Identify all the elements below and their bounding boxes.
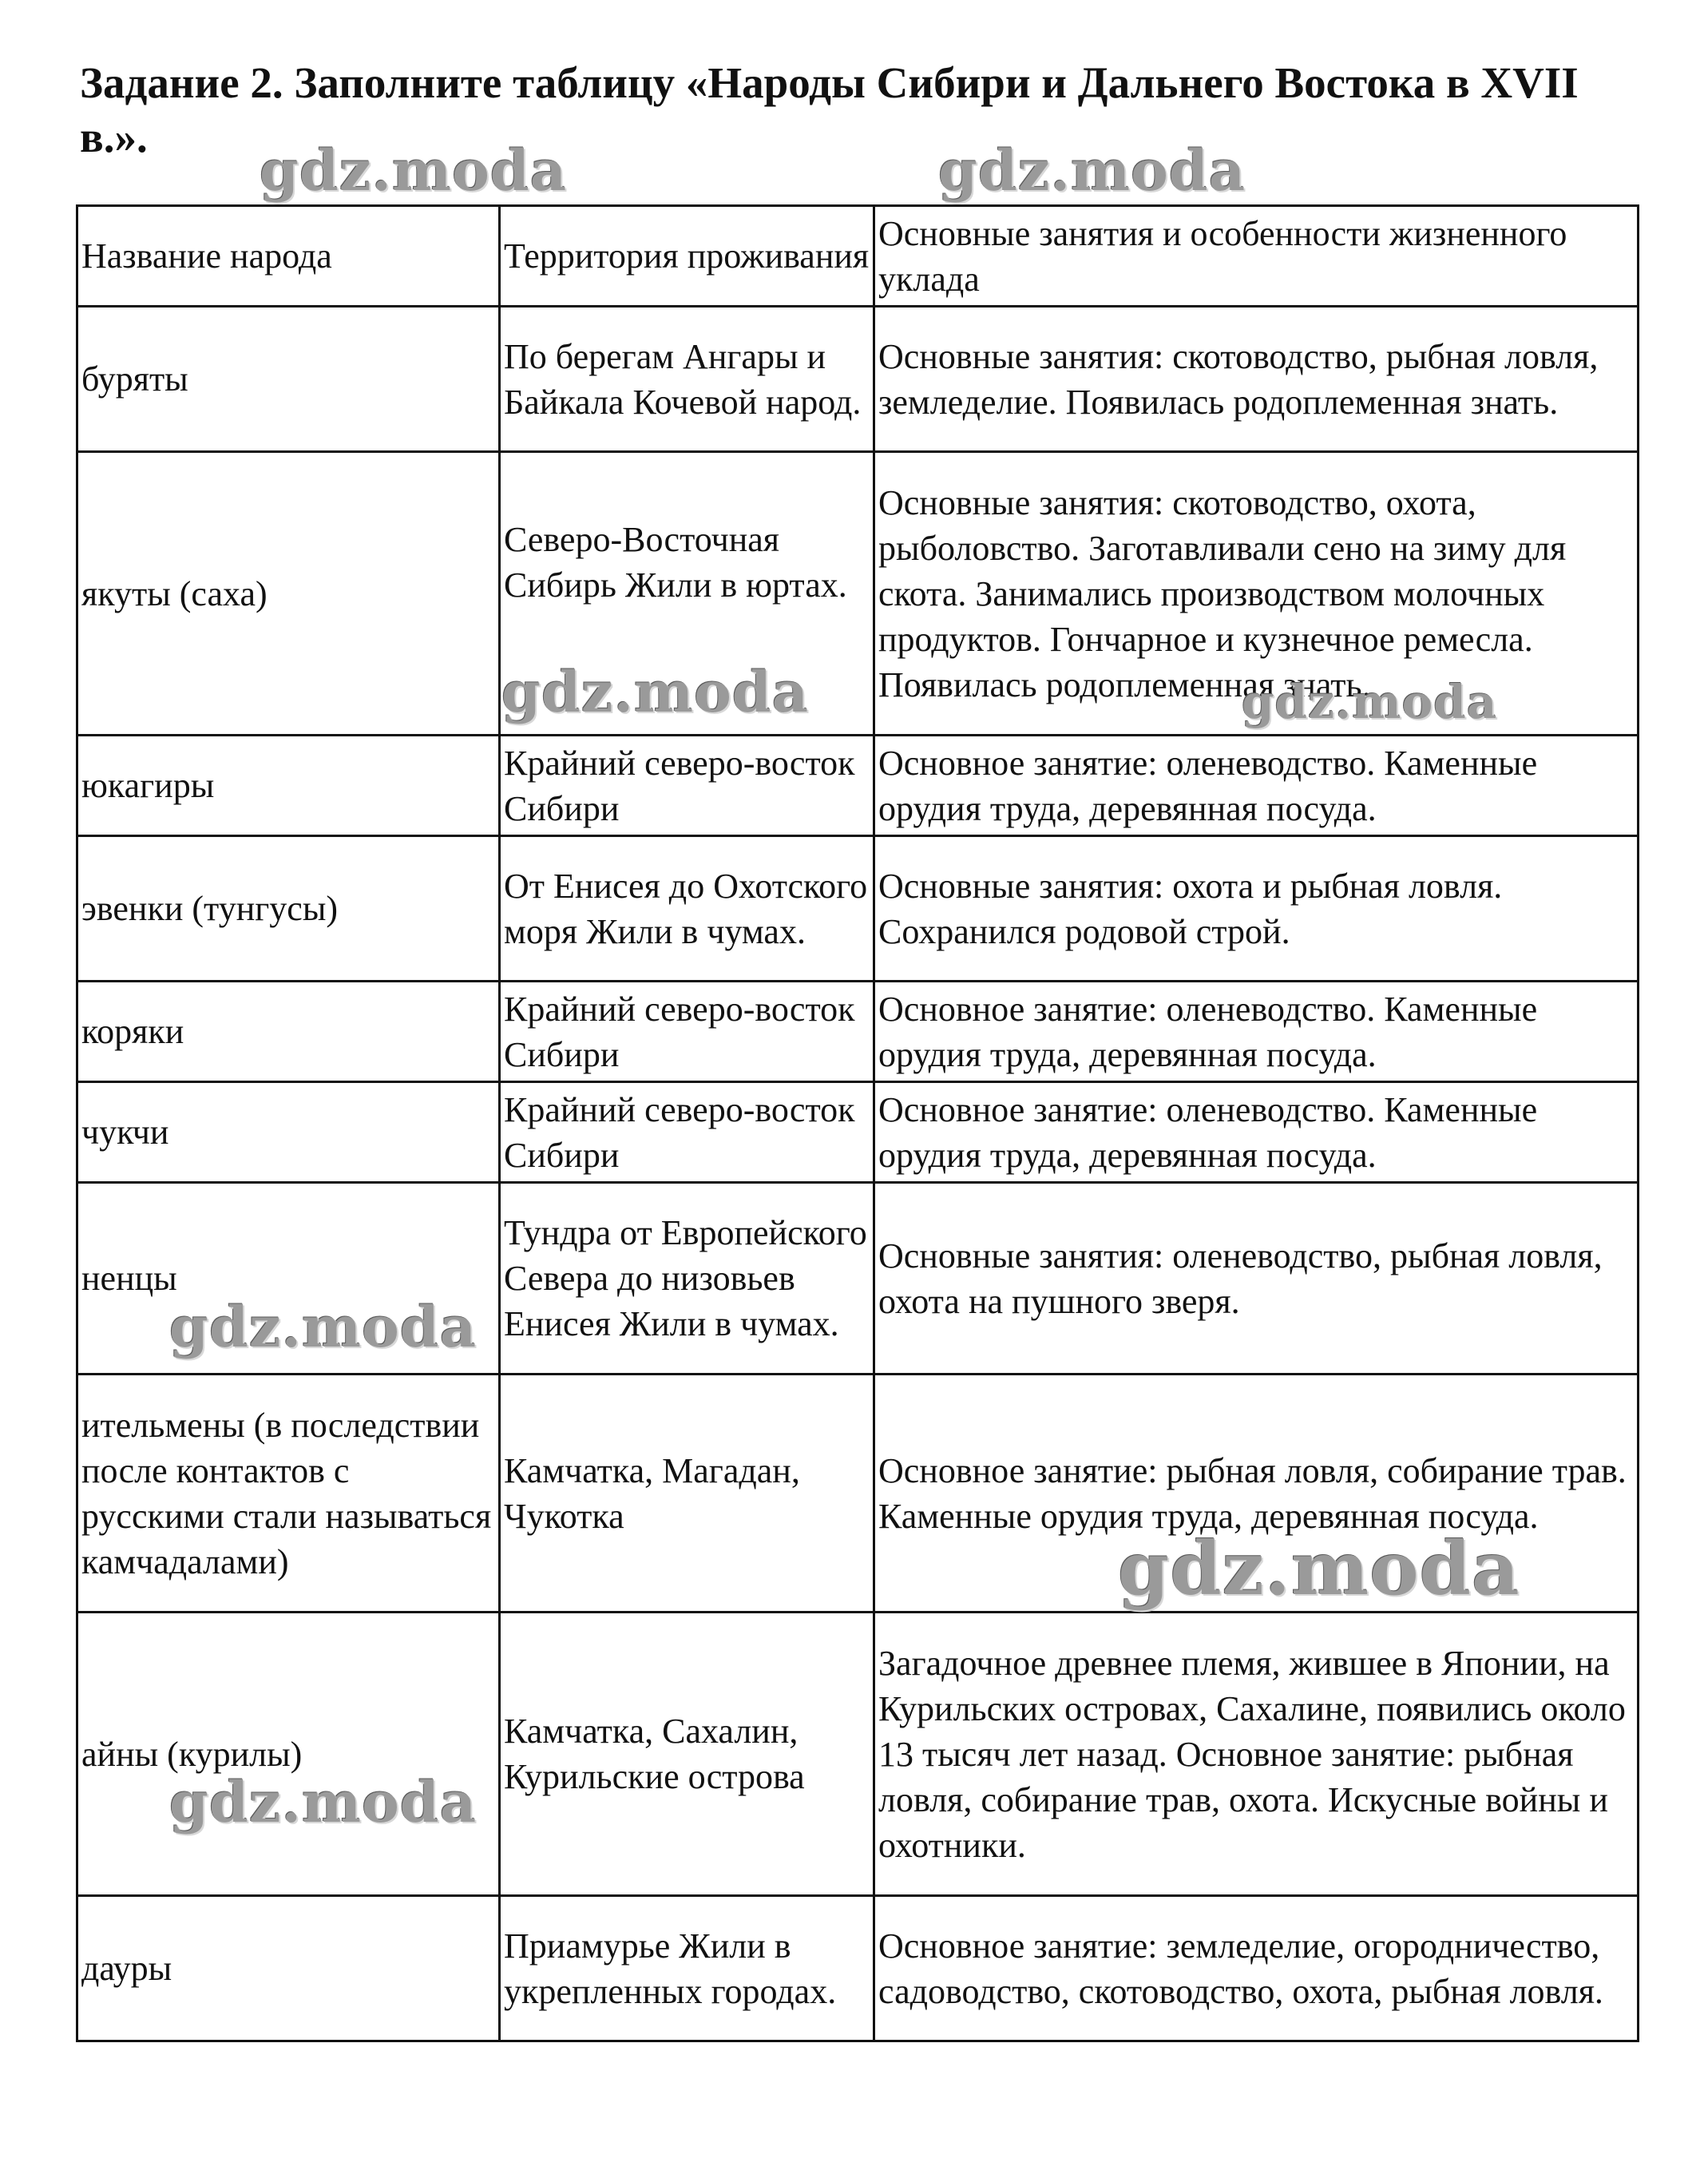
table-row (77, 1082, 1639, 1183)
watermark: gdz.moda (1242, 675, 1498, 729)
peoples-table (76, 204, 1639, 2042)
cell-people: дауры (77, 1896, 500, 2041)
cell-territory: Северо-Восточная Сибирь Жили в юртах. (500, 452, 874, 736)
cell-territory: Камчатка, Сахалин, Курильские острова (500, 1613, 874, 1896)
cell-occupation: Основное занятие: земледелие, огородничество, садоводство, скотоводство, охота, рыбная ловля. (874, 1896, 1639, 2041)
table-row (77, 452, 1639, 736)
cell-territory: Крайний северо-восток Сибири (500, 1082, 874, 1183)
watermark: gdz.moda (1118, 1525, 1520, 1612)
header-occupation: Основные занятия и особенности жизненного уклада (874, 206, 1639, 307)
cell-territory: Крайний северо-восток Сибири (500, 982, 874, 1082)
cell-territory: Приамурье Жили в укрепленных городах. (500, 1896, 874, 2041)
cell-occupation: Загадочное древнее племя, жившее в Японии, на Курильских островах, Сахалине, появились около 13 тысяч лет назад. Основное занятие: рыбная ловля, собирание трав, охота. Искусные войны и охотники. (874, 1613, 1639, 1896)
task-title: Задание 2. Заполните таблицу «Народы Сибири и Дальнего Востока в XVII в.». (80, 58, 1579, 161)
table-row (77, 982, 1639, 1082)
cell-people: буряты (77, 307, 500, 452)
cell-territory: От Енисея до Охотского моря Жили в чумах. (500, 836, 874, 982)
cell-territory: По берегам Ангары и Байкала Кочевой народ. (500, 307, 874, 452)
cell-people: ительмены (в последствии после контактов с русскими стали называться камчадалами) (77, 1375, 500, 1613)
cell-territory: Камчатка, Магадан, Чукотка (500, 1375, 874, 1613)
cell-occupation: Основное занятие: оленеводство. Каменные орудия труда, деревянная посуда. (874, 982, 1639, 1082)
watermark: gdz.moda (169, 1294, 478, 1360)
cell-territory: Крайний северо-восток Сибири (500, 736, 874, 836)
cell-occupation: Основные занятия: скотоводство, рыбная ловля, земледелие. Появилась родоплеменная знать. (874, 307, 1639, 452)
cell-occupation: Основное занятие: рыбная ловля, собирание трав. Каменные орудия труда, деревянная посуда. (874, 1375, 1639, 1613)
cell-people: юкагиры (77, 736, 500, 836)
table-row (77, 836, 1639, 982)
cell-people: коряки (77, 982, 500, 1082)
cell-people: айны (курилы) (77, 1613, 500, 1896)
cell-occupation: Основное занятие: оленеводство. Каменные орудия труда, деревянная посуда. (874, 1082, 1639, 1183)
table-row (77, 736, 1639, 836)
watermark: gdz.moda (501, 659, 810, 725)
table-row (77, 1896, 1639, 2041)
cell-people: чукчи (77, 1082, 500, 1183)
cell-occupation: Основные занятия: охота и рыбная ловля. Сохранился родовой строй. (874, 836, 1639, 982)
cell-occupation: Основные занятия: скотоводство, охота, рыболовство. Заготавливали сено на зиму для скота. Занимались производством молочных продуктов. Гончарное и кузнечное ремесла. Появилась родоплеменная знать. (874, 452, 1639, 736)
cell-people: ненцы (77, 1183, 500, 1375)
header-territory: Территория проживания (500, 206, 874, 307)
cell-territory: Тундра от Европейского Севера до низовьев Енисея Жили в чумах. (500, 1183, 874, 1375)
cell-occupation: Основные занятия: оленеводство, рыбная ловля, охота на пушного зверя. (874, 1183, 1639, 1375)
cell-people: якуты (саха) (77, 452, 500, 736)
table-row (77, 1183, 1639, 1375)
cell-occupation: Основное занятие: оленеводство. Каменные орудия труда, деревянная посуда. (874, 736, 1639, 836)
table-row (77, 307, 1639, 452)
watermark: gdz.moda (260, 137, 568, 204)
table-row (77, 1375, 1639, 1613)
cell-people: эвенки (тунгусы) (77, 836, 500, 982)
watermark: gdz.moda (938, 137, 1246, 204)
table-row (77, 1613, 1639, 1896)
header-people: Название народа (77, 206, 500, 307)
watermark: gdz.moda (169, 1769, 478, 1835)
table-header-row (77, 206, 1639, 307)
